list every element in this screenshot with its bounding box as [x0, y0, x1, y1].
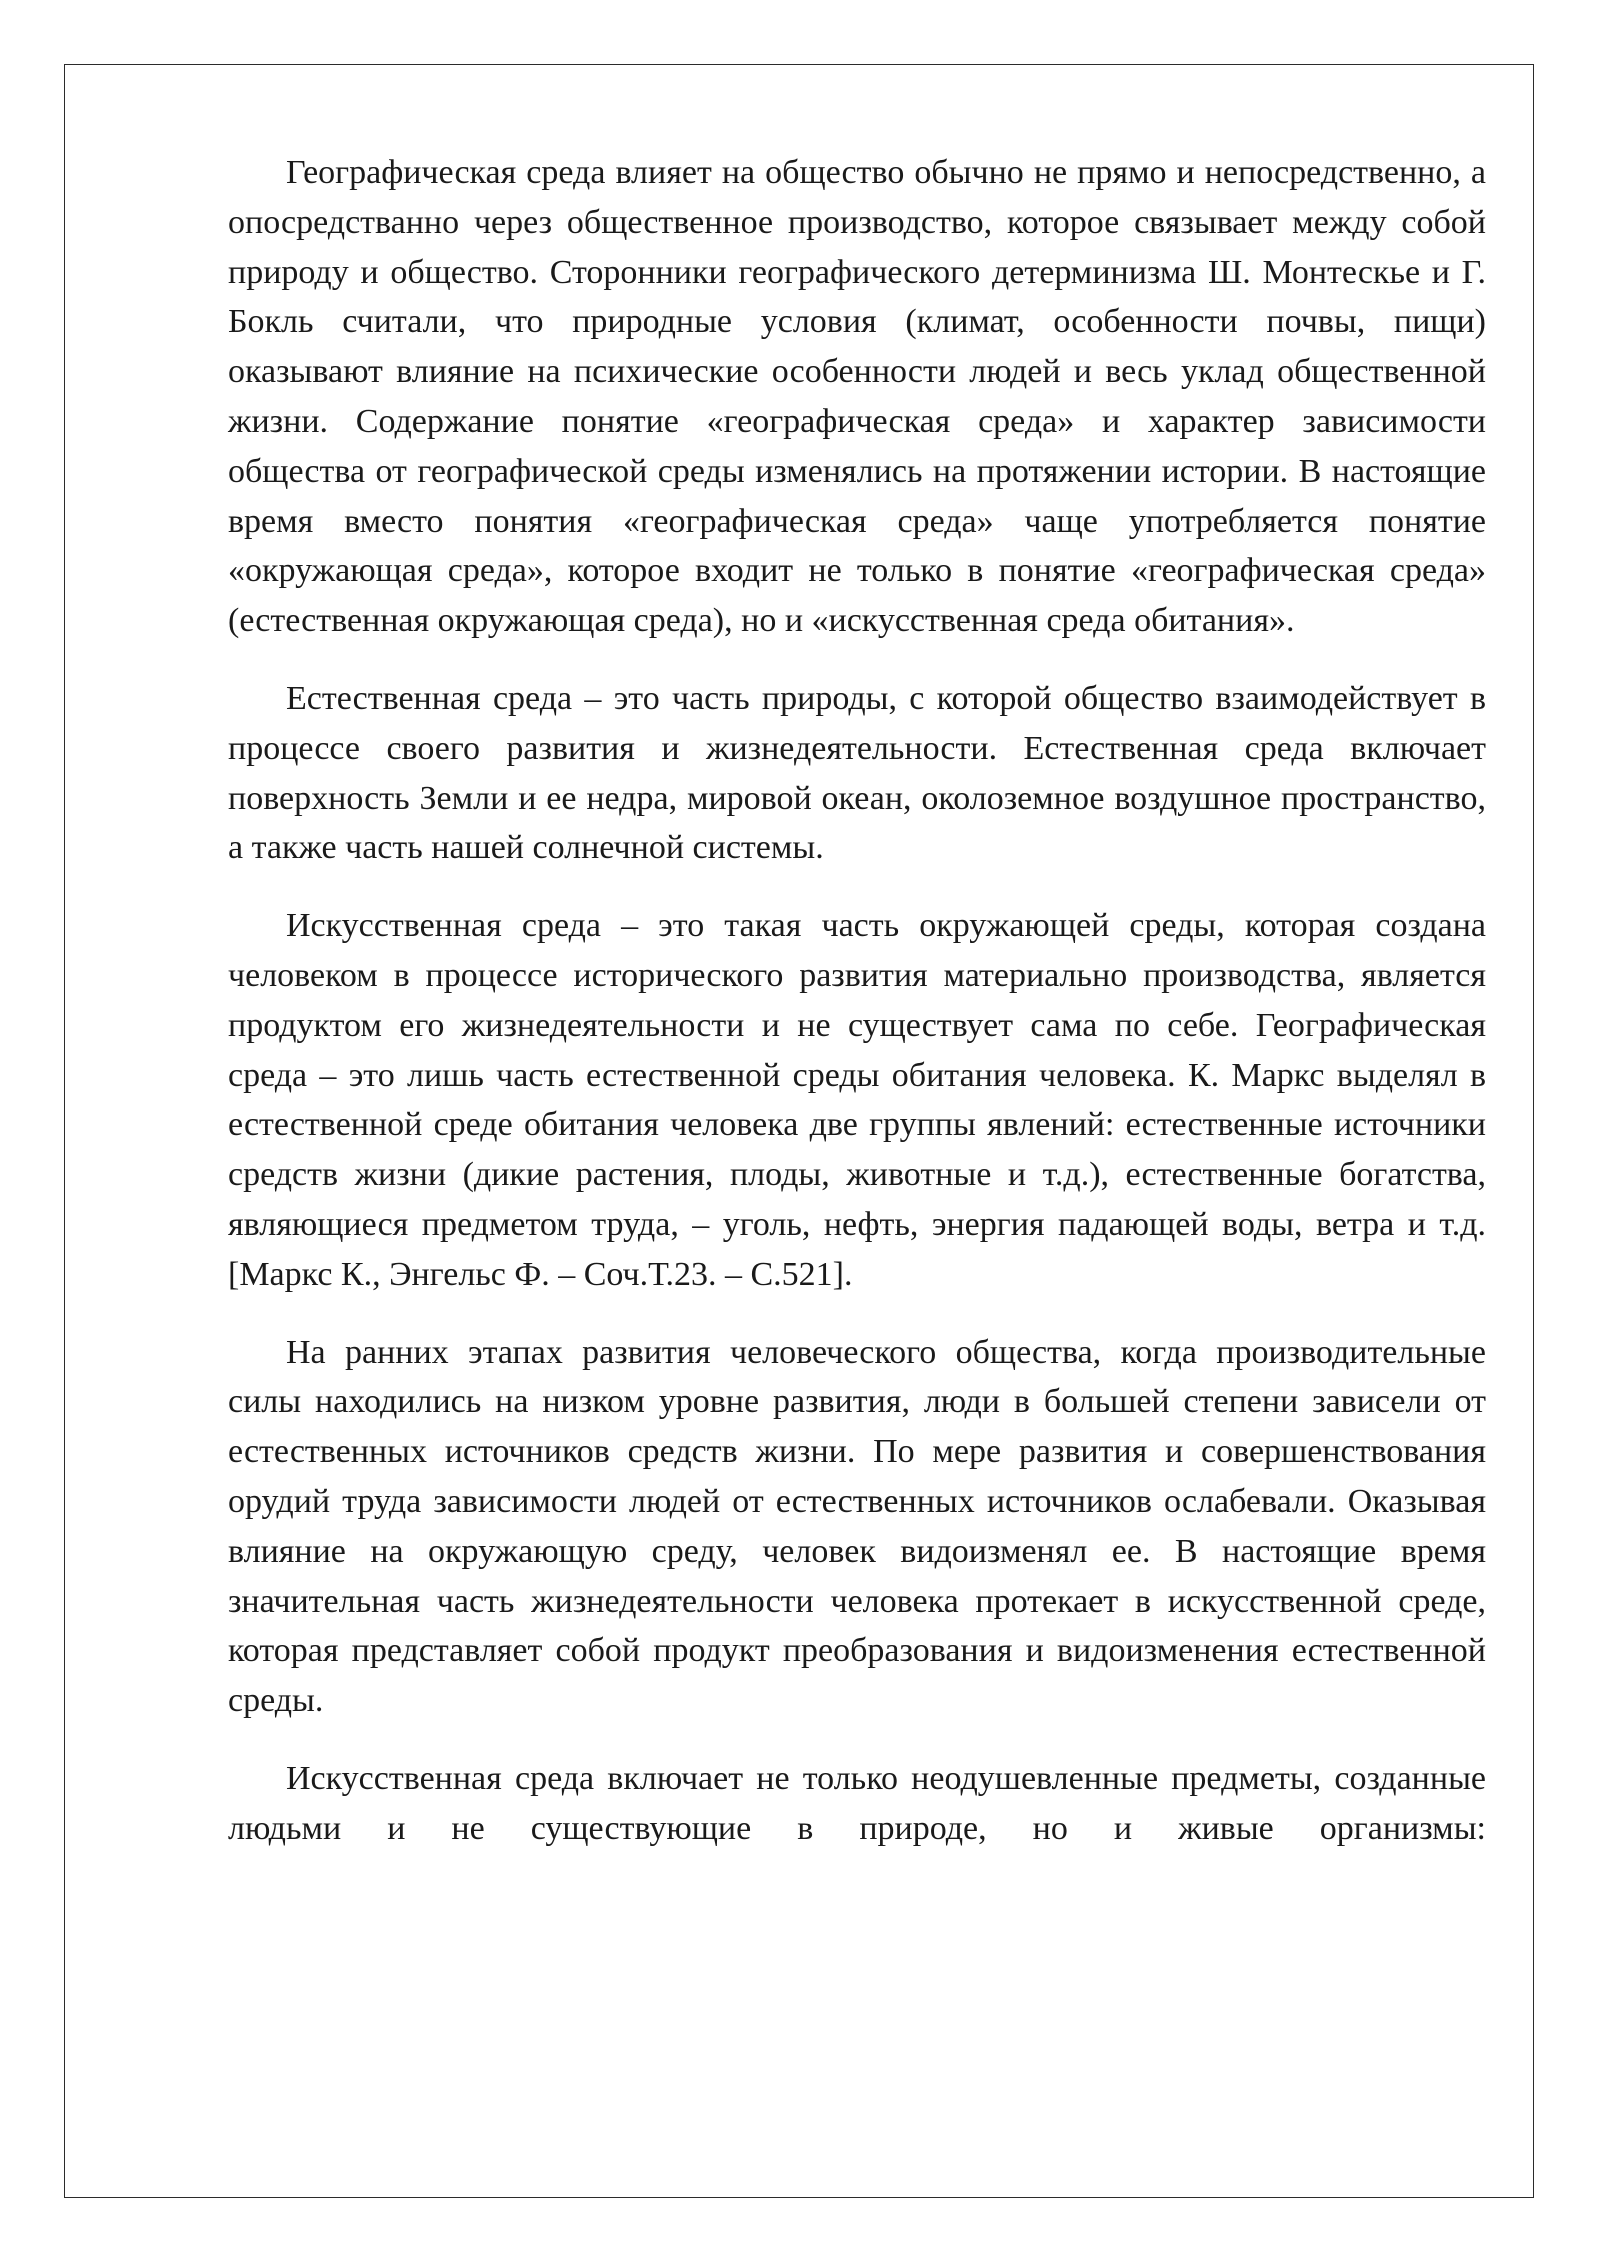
paragraph-early-stages: На ранних этапах развития человеческого общества, когда производительные силы находились на низком уровне развития, люди в большей степени зависели от естественных источников средств жизни. По мере развития и совершенствования орудий труда зависимости людей от естественных источников ослабевали. Оказывая влияние на окружающую среду, человек видоизменял ее. В настоящие время значительная часть жизнедеятельности человека протекает в искусственной среде, которая представляет собой продукт преобразования и видоизменения естественной среды.: [228, 1333, 1486, 1720]
paragraph-artificial-environment: Искусственная среда – это такая часть окружающей среды, которая создана человеком в процессе исторического развития материально производства, является продуктом его жизнедеятельности и не существует сама по себе. Географическая среда – это лишь часть естественной среды обитания человека. К. Маркс выделял в естественной среде обитания человека две группы явлений: естественные источники средств жизни (дикие растения, плоды, животные и т.д.), естественные богатства, являющиеся предметом труда, – уголь, нефть, энергия падающей воды, ветра и т.д. [Маркс К., Энгельс Ф. – Соч.Т.23. – С.521].: [228, 907, 1486, 1293]
document-body: [228, 148, 1486, 1854]
paragraph-natural-environment: Естественная среда – это часть природы, с которой общество взаимодействует в процессе своего развития и жизнедеятельности. Естественная среда включает поверхность Земли и ее недра, мировой океан, околоземное воздушное пространство, а также часть нашей солнечной системы.: [228, 679, 1486, 867]
paragraph-artificial-environment-includes: Искусственная среда включает не только неодушевленные предметы, созданные людьми и не существующие в природе, но и живые организмы:: [228, 1759, 1486, 1847]
paragraph-geographic-environment: Географическая среда влияет на общество обычно не прямо и непосредственно, а опосредстванно через общественное производство, которое связывает между собой природу и общество. Сторонники географического детерминизма Ш. Монтескье и Г. Бокль считали, что природные условия (климат, особенности почвы, пищи) оказывают влияние на психические особенности людей и весь уклад общественной жизни. Содержание понятие «географическая среда» и характер зависимости общества от географической среды изменялись на протяжении истории. В настоящие время вместо понятия «географическая среда» чаще употребляется понятие «окружающая среда», которое входит не только в понятие «географическая среда» (естественная окружающая среда), но и «искусственная среда обитания».: [228, 154, 1486, 640]
